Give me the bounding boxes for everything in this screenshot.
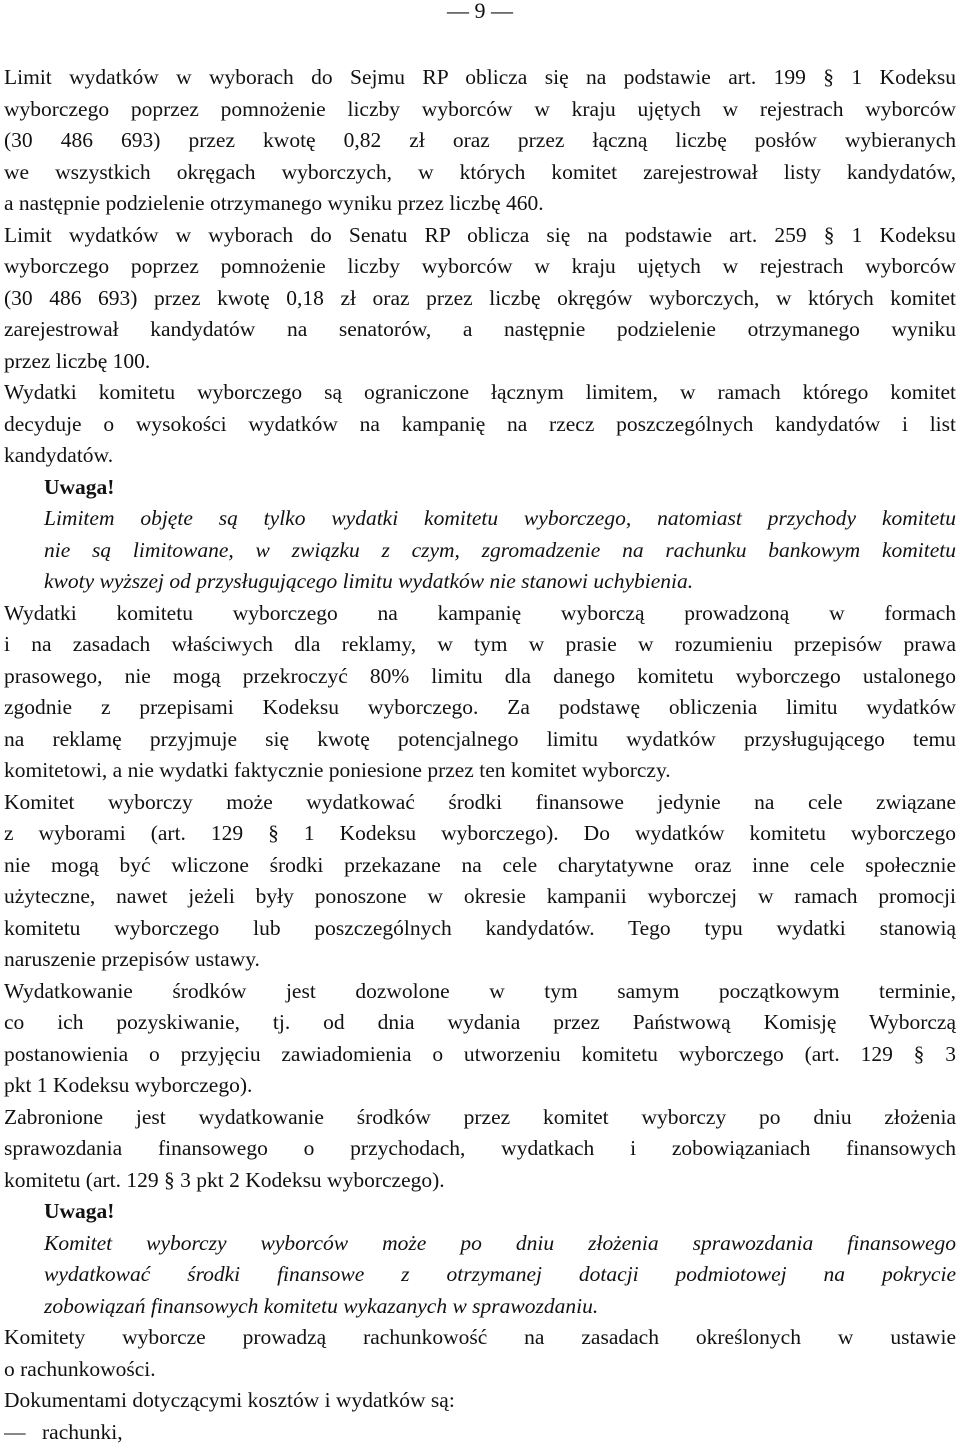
text-line: Zabronione jest wydatkowanie środków przez komitet wyborczy po dniu złożenia [4,1104,956,1129]
text-line: pkt 1 Kodeksu wyborczego). [4,1073,253,1097]
text-line: (30 486 693) przez kwotę 0,18 zł oraz przez liczbę okręgów wyborczych, w których komitet [4,285,956,310]
text-line: z wyborami (art. 129 § 1 Kodeksu wyborczego). Do wydatków komitetu wyborczego [4,821,956,845]
notice-heading: Uwaga! [44,474,115,499]
text-line: we wszystkich okręgach wyborczych, w których komitet zarejestrował listy kandydatów, [4,159,956,184]
paragraph-senate-limit [4,220,956,378]
paragraph-combined-limit [4,377,956,472]
notice-line: kwoty wyższej od przysługującego limitu wydatków nie stanowi uchybienia. [44,569,694,593]
notice-line: Komitet wyborczy wyborców może po dniu złożenia sprawozdania finansowego [44,1230,956,1255]
text-line: użyteczne, nawet jeżeli były ponoszone w okresie kampanii wyborczej w ramach promocji [4,884,956,908]
text-line: komitetu (art. 129 § 3 pkt 2 Kodeksu wyborczego). [4,1167,445,1192]
text-line: i na zasadach właściwych dla reklamy, w tym w prasie w rozumieniu przepisów prawa [4,632,956,656]
notice-line: zobowiązań finansowych komitetu wykazanych w sprawozdaniu. [44,1293,599,1318]
text-line: Limit wydatków w wyborach do Senatu RP oblicza się na podstawie art. 259 § 1 Kodeksu [4,222,956,247]
text-line: na reklamę przyjmuje się kwotę potencjalnego limitu wydatków przysługującego temu [4,726,956,751]
text-line: Wydatki komitetu wyborczego są ograniczone łącznym limitem, w ramach którego komitet [4,380,956,404]
text-line: Limit wydatków w wyborach do Sejmu RP oblicza się na podstawie art. 199 § 1 Kodeksu [4,65,956,89]
text-line: wyborczego poprzez pomnożenie liczby wyborców w kraju ujętych w rejestrach wyborców [4,96,956,121]
text-line: o rachunkowości. [4,1356,156,1381]
text-line: Dokumentami dotyczącymi kosztów i wydatków są: [4,1388,455,1412]
paragraph-spending-prohibited [4,1102,956,1197]
notice-heading: Uwaga! [44,1199,115,1223]
text-line: kandydatów. [4,443,114,467]
list-dash: — [4,1419,26,1444]
text-line: prasowego, nie mogą przekroczyć 80% limitu dla danego komitetu wyborczego ustalonego [4,663,956,688]
paragraph-advertising-limit [4,598,956,787]
text-line: postanowienia o przyjęciu zawiadomienia o utworzeniu komitetu wyborczego (art. 129 § 3 [4,1041,956,1066]
documents-list [4,1417,956,1449]
text-line: co ich pozyskiwanie, tj. od dnia wydania przez Państwową Komisję Wyborczą [4,1010,956,1034]
text-line: Wydatki komitetu wyborczego na kampanię wyborczą prowadzoną w formach [4,600,956,625]
text-line: sprawozdania finansowego o przychodach, wydatkach i zobowiązaniach finansowych [4,1136,956,1160]
text-line: przez liczbę 100. [4,348,151,373]
text-line: naruszenie przepisów ustawy. [4,947,260,971]
text-line: komitetowi, a nie wydatki faktycznie poniesione przez ten komitet wyborczy. [4,758,671,782]
document-body [4,62,956,1448]
paragraph-documents [4,1385,956,1417]
notice-grant [4,1196,956,1322]
text-line: a następnie podzielenie otrzymanego wyniku przez liczbę 460. [4,191,544,215]
notice-line: Limitem objęte są tylko wydatki komitetu wyborczego, natomiast przychody komitetu [44,506,956,530]
text-line: zgodnie z przepisami Kodeksu wyborczego. Za podstawę obliczenia limitu wydatków [4,695,956,719]
text-line: decyduje o wysokości wydatków na kampanię na rzecz poszczególnych kandydatów i list [4,411,956,436]
paragraph-sejm-limit [4,62,956,220]
paragraph-permitted-purposes [4,787,956,976]
text-line: wyborczego poprzez pomnożenie liczby wyborców w kraju ujętych w rejestrach wyborców [4,254,956,278]
page-number: — 9 — [447,0,513,23]
text-line: komitetu wyborczego lub poszczególnych kandydatów. Tego typu wydatki stanowią [4,915,956,940]
list-item-text: rachunki, [42,1419,123,1444]
notice-limit [4,472,956,598]
text-line: Wydatkowanie środków jest dozwolone w tym samym początkowym terminie, [4,978,956,1003]
notice-line: nie są limitowane, w związku z czym, zgromadzenie na rachunku bankowym komitetu [44,537,956,562]
text-line: zarejestrował kandydatów na senatorów, a następnie podzielenie otrzymanego wyniku [4,317,956,341]
paragraph-spending-start [4,976,956,1102]
list-item [4,1417,956,1449]
paragraph-accounting [4,1322,956,1385]
text-line: Komitety wyborcze prowadzą rachunkowość na zasadach określonych w ustawie [4,1325,956,1349]
text-line: Komitet wyborczy może wydatkować środki finansowe jedynie na cele związane [4,789,956,814]
notice-line: wydatkować środki finansowe z otrzymanej dotacji podmiotowej na pokrycie [44,1262,956,1286]
text-line: nie mogą być wliczone środki przekazane na cele charytatywne oraz inne cele społecznie [4,852,956,877]
text-line: (30 486 693) przez kwotę 0,82 zł oraz przez łączną liczbę posłów wybieranych [4,128,956,152]
